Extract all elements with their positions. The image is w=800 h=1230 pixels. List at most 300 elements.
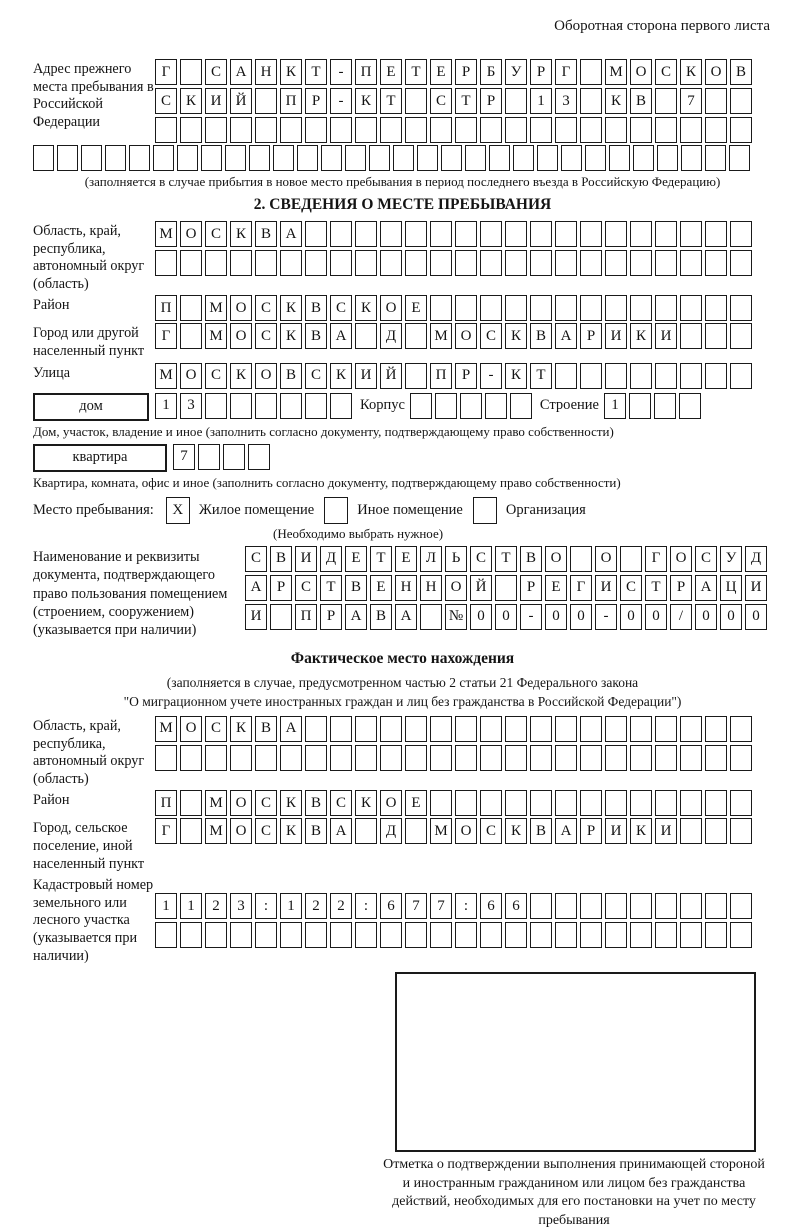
char-cell[interactable] — [155, 745, 177, 771]
char-cell[interactable] — [655, 716, 677, 742]
char-cell[interactable] — [655, 221, 677, 247]
char-cell[interactable]: А — [245, 575, 267, 601]
char-cell[interactable] — [705, 295, 727, 321]
char-cell[interactable] — [330, 922, 352, 948]
char-cell[interactable]: Р — [520, 575, 542, 601]
char-cell[interactable]: К — [505, 323, 527, 349]
char-cell[interactable]: Й — [380, 363, 402, 389]
char-cell[interactable]: У — [505, 59, 527, 85]
char-cell[interactable] — [505, 745, 527, 771]
char-cell[interactable]: В — [305, 323, 327, 349]
char-cell[interactable] — [380, 745, 402, 771]
char-cell[interactable]: - — [330, 59, 352, 85]
char-cell[interactable] — [513, 145, 534, 171]
char-cell[interactable] — [570, 546, 592, 572]
char-cell[interactable] — [729, 145, 750, 171]
char-cell[interactable] — [405, 818, 427, 844]
char-cell[interactable] — [205, 745, 227, 771]
char-cell[interactable]: Р — [455, 363, 477, 389]
char-cell[interactable]: С — [245, 546, 267, 572]
char-cell[interactable]: 1 — [155, 893, 177, 919]
char-cell[interactable] — [680, 790, 702, 816]
char-cell[interactable] — [455, 716, 477, 742]
char-cell[interactable] — [680, 893, 702, 919]
char-cell[interactable] — [530, 922, 552, 948]
char-cell[interactable]: 1 — [155, 393, 177, 419]
char-cell[interactable] — [330, 716, 352, 742]
char-cell[interactable] — [480, 922, 502, 948]
char-cell[interactable] — [405, 363, 427, 389]
char-cell[interactable]: И — [605, 323, 627, 349]
char-cell[interactable] — [530, 295, 552, 321]
char-cell[interactable] — [705, 716, 727, 742]
char-cell[interactable] — [730, 323, 752, 349]
char-cell[interactable]: К — [230, 221, 252, 247]
char-cell[interactable]: 6 — [505, 893, 527, 919]
char-cell[interactable]: В — [520, 546, 542, 572]
char-cell[interactable] — [505, 117, 527, 143]
char-cell[interactable]: 7 — [680, 88, 702, 114]
char-cell[interactable] — [255, 745, 277, 771]
char-cell[interactable]: Т — [405, 59, 427, 85]
char-cell[interactable] — [530, 790, 552, 816]
char-cell[interactable] — [380, 716, 402, 742]
checkbox-zhiloe[interactable]: X — [166, 497, 190, 524]
char-cell[interactable] — [405, 716, 427, 742]
char-cell[interactable]: К — [505, 363, 527, 389]
char-cell[interactable]: О — [705, 59, 727, 85]
char-cell[interactable] — [630, 117, 652, 143]
char-cell[interactable] — [530, 716, 552, 742]
char-cell[interactable]: К — [280, 323, 302, 349]
char-cell[interactable] — [225, 145, 246, 171]
char-cell[interactable] — [205, 117, 227, 143]
char-cell[interactable] — [455, 745, 477, 771]
char-cell[interactable] — [430, 250, 452, 276]
char-cell[interactable] — [605, 716, 627, 742]
char-cell[interactable] — [555, 363, 577, 389]
char-cell[interactable]: И — [745, 575, 767, 601]
char-cell[interactable]: Н — [255, 59, 277, 85]
char-cell[interactable]: Н — [395, 575, 417, 601]
char-cell[interactable] — [730, 818, 752, 844]
char-cell[interactable] — [180, 59, 202, 85]
char-cell[interactable]: О — [630, 59, 652, 85]
char-cell[interactable]: № — [445, 604, 467, 630]
char-cell[interactable]: О — [380, 790, 402, 816]
char-cell[interactable]: Т — [645, 575, 667, 601]
char-cell[interactable] — [480, 117, 502, 143]
char-cell[interactable] — [580, 893, 602, 919]
char-cell[interactable] — [680, 716, 702, 742]
char-cell[interactable] — [405, 221, 427, 247]
char-cell[interactable] — [223, 444, 245, 470]
char-cell[interactable]: А — [695, 575, 717, 601]
char-cell[interactable] — [305, 393, 327, 419]
char-cell[interactable]: И — [355, 363, 377, 389]
char-cell[interactable]: П — [280, 88, 302, 114]
char-cell[interactable]: К — [630, 323, 652, 349]
char-cell[interactable]: - — [595, 604, 617, 630]
char-cell[interactable] — [153, 145, 174, 171]
char-cell[interactable]: К — [355, 88, 377, 114]
char-cell[interactable]: И — [655, 323, 677, 349]
char-cell[interactable] — [505, 221, 527, 247]
char-cell[interactable] — [555, 295, 577, 321]
char-cell[interactable] — [485, 393, 507, 419]
char-cell[interactable] — [680, 295, 702, 321]
char-cell[interactable] — [489, 145, 510, 171]
char-cell[interactable]: И — [295, 546, 317, 572]
char-cell[interactable] — [255, 922, 277, 948]
char-cell[interactable] — [230, 250, 252, 276]
char-cell[interactable] — [280, 745, 302, 771]
char-cell[interactable] — [465, 145, 486, 171]
char-cell[interactable] — [530, 250, 552, 276]
char-cell[interactable] — [555, 716, 577, 742]
char-cell[interactable] — [321, 145, 342, 171]
char-cell[interactable] — [605, 922, 627, 948]
char-cell[interactable] — [435, 393, 457, 419]
char-cell[interactable] — [730, 88, 752, 114]
char-cell[interactable]: 2 — [205, 893, 227, 919]
char-cell[interactable]: П — [295, 604, 317, 630]
char-cell[interactable]: Р — [670, 575, 692, 601]
char-cell[interactable] — [355, 716, 377, 742]
char-cell[interactable]: М — [430, 818, 452, 844]
char-cell[interactable] — [198, 444, 220, 470]
char-cell[interactable]: Е — [545, 575, 567, 601]
char-cell[interactable] — [205, 393, 227, 419]
char-cell[interactable]: 0 — [495, 604, 517, 630]
char-cell[interactable] — [620, 546, 642, 572]
char-cell[interactable]: 0 — [620, 604, 642, 630]
char-cell[interactable]: К — [605, 88, 627, 114]
char-cell[interactable] — [530, 221, 552, 247]
char-cell[interactable]: Е — [380, 59, 402, 85]
char-cell[interactable] — [180, 323, 202, 349]
char-cell[interactable]: С — [205, 59, 227, 85]
char-cell[interactable] — [270, 604, 292, 630]
char-cell[interactable] — [530, 745, 552, 771]
char-cell[interactable] — [405, 922, 427, 948]
char-cell[interactable] — [655, 117, 677, 143]
char-cell[interactable] — [705, 88, 727, 114]
char-cell[interactable] — [129, 145, 150, 171]
char-cell[interactable] — [555, 790, 577, 816]
char-cell[interactable] — [430, 221, 452, 247]
char-cell[interactable]: В — [305, 295, 327, 321]
char-cell[interactable] — [705, 922, 727, 948]
char-cell[interactable] — [580, 117, 602, 143]
char-cell[interactable] — [730, 745, 752, 771]
char-cell[interactable] — [455, 790, 477, 816]
char-cell[interactable]: К — [280, 59, 302, 85]
char-cell[interactable]: С — [255, 323, 277, 349]
char-cell[interactable]: 6 — [480, 893, 502, 919]
char-cell[interactable] — [680, 250, 702, 276]
char-cell[interactable] — [280, 922, 302, 948]
char-cell[interactable] — [255, 393, 277, 419]
char-cell[interactable] — [580, 716, 602, 742]
char-cell[interactable] — [430, 716, 452, 742]
char-cell[interactable]: О — [670, 546, 692, 572]
char-cell[interactable] — [680, 922, 702, 948]
char-cell[interactable]: Т — [370, 546, 392, 572]
char-cell[interactable] — [630, 922, 652, 948]
char-cell[interactable]: В — [255, 221, 277, 247]
char-cell[interactable] — [705, 363, 727, 389]
kvartira-field[interactable]: квартира — [33, 444, 167, 472]
char-cell[interactable]: С — [695, 546, 717, 572]
char-cell[interactable] — [705, 818, 727, 844]
char-cell[interactable]: О — [230, 323, 252, 349]
char-cell[interactable] — [155, 117, 177, 143]
char-cell[interactable]: Б — [480, 59, 502, 85]
char-cell[interactable]: В — [370, 604, 392, 630]
char-cell[interactable]: С — [470, 546, 492, 572]
char-cell[interactable] — [430, 790, 452, 816]
char-cell[interactable]: Г — [155, 818, 177, 844]
char-cell[interactable]: Е — [405, 295, 427, 321]
char-cell[interactable]: Т — [380, 88, 402, 114]
char-cell[interactable] — [580, 221, 602, 247]
char-cell[interactable] — [417, 145, 438, 171]
char-cell[interactable] — [585, 145, 606, 171]
char-cell[interactable] — [580, 295, 602, 321]
char-cell[interactable] — [57, 145, 78, 171]
char-cell[interactable]: К — [355, 790, 377, 816]
char-cell[interactable]: П — [355, 59, 377, 85]
char-cell[interactable] — [430, 295, 452, 321]
char-cell[interactable] — [730, 117, 752, 143]
char-cell[interactable] — [480, 745, 502, 771]
char-cell[interactable] — [555, 221, 577, 247]
char-cell[interactable] — [410, 393, 432, 419]
char-cell[interactable] — [705, 893, 727, 919]
char-cell[interactable] — [495, 575, 517, 601]
char-cell[interactable]: С — [655, 59, 677, 85]
char-cell[interactable]: К — [630, 818, 652, 844]
char-cell[interactable] — [355, 250, 377, 276]
char-cell[interactable]: Т — [530, 363, 552, 389]
char-cell[interactable] — [230, 745, 252, 771]
char-cell[interactable]: С — [255, 295, 277, 321]
char-cell[interactable]: С — [255, 818, 277, 844]
char-cell[interactable] — [555, 745, 577, 771]
char-cell[interactable] — [405, 745, 427, 771]
char-cell[interactable] — [679, 393, 701, 419]
char-cell[interactable]: Т — [455, 88, 477, 114]
char-cell[interactable] — [630, 295, 652, 321]
char-cell[interactable] — [505, 922, 527, 948]
char-cell[interactable]: 6 — [380, 893, 402, 919]
char-cell[interactable]: : — [455, 893, 477, 919]
char-cell[interactable]: 3 — [180, 393, 202, 419]
char-cell[interactable] — [505, 295, 527, 321]
char-cell[interactable] — [480, 250, 502, 276]
char-cell[interactable]: О — [180, 221, 202, 247]
char-cell[interactable]: Р — [480, 88, 502, 114]
char-cell[interactable]: К — [330, 363, 352, 389]
char-cell[interactable] — [555, 922, 577, 948]
char-cell[interactable] — [630, 250, 652, 276]
char-cell[interactable]: А — [395, 604, 417, 630]
char-cell[interactable]: В — [305, 818, 327, 844]
char-cell[interactable] — [580, 59, 602, 85]
char-cell[interactable] — [580, 363, 602, 389]
char-cell[interactable]: С — [205, 716, 227, 742]
char-cell[interactable] — [430, 117, 452, 143]
char-cell[interactable]: - — [330, 88, 352, 114]
char-cell[interactable] — [630, 745, 652, 771]
char-cell[interactable] — [680, 221, 702, 247]
char-cell[interactable]: Р — [320, 604, 342, 630]
char-cell[interactable]: М — [155, 716, 177, 742]
char-cell[interactable]: С — [480, 323, 502, 349]
char-cell[interactable]: Г — [570, 575, 592, 601]
char-cell[interactable] — [630, 716, 652, 742]
char-cell[interactable] — [305, 716, 327, 742]
char-cell[interactable] — [505, 250, 527, 276]
char-cell[interactable] — [580, 790, 602, 816]
char-cell[interactable] — [305, 117, 327, 143]
char-cell[interactable]: Г — [555, 59, 577, 85]
char-cell[interactable]: - — [480, 363, 502, 389]
char-cell[interactable] — [180, 790, 202, 816]
char-cell[interactable] — [630, 893, 652, 919]
char-cell[interactable] — [655, 893, 677, 919]
char-cell[interactable] — [609, 145, 630, 171]
char-cell[interactable] — [655, 88, 677, 114]
char-cell[interactable] — [505, 790, 527, 816]
char-cell[interactable] — [255, 88, 277, 114]
char-cell[interactable]: С — [620, 575, 642, 601]
char-cell[interactable] — [355, 745, 377, 771]
char-cell[interactable] — [155, 250, 177, 276]
char-cell[interactable] — [705, 323, 727, 349]
char-cell[interactable]: Ц — [720, 575, 742, 601]
char-cell[interactable]: К — [280, 818, 302, 844]
char-cell[interactable]: Е — [405, 790, 427, 816]
char-cell[interactable]: Е — [430, 59, 452, 85]
char-cell[interactable] — [605, 893, 627, 919]
char-cell[interactable] — [255, 250, 277, 276]
char-cell[interactable]: К — [230, 716, 252, 742]
char-cell[interactable]: К — [230, 363, 252, 389]
char-cell[interactable]: О — [455, 818, 477, 844]
char-cell[interactable]: О — [180, 363, 202, 389]
char-cell[interactable] — [330, 745, 352, 771]
char-cell[interactable] — [530, 893, 552, 919]
char-cell[interactable] — [330, 250, 352, 276]
char-cell[interactable] — [730, 790, 752, 816]
char-cell[interactable]: П — [155, 295, 177, 321]
char-cell[interactable]: Г — [155, 323, 177, 349]
char-cell[interactable] — [297, 145, 318, 171]
char-cell[interactable]: 0 — [745, 604, 767, 630]
char-cell[interactable]: Р — [270, 575, 292, 601]
char-cell[interactable] — [530, 117, 552, 143]
char-cell[interactable]: С — [430, 88, 452, 114]
char-cell[interactable] — [705, 117, 727, 143]
char-cell[interactable] — [105, 145, 126, 171]
char-cell[interactable]: С — [305, 363, 327, 389]
char-cell[interactable]: И — [605, 818, 627, 844]
char-cell[interactable] — [680, 818, 702, 844]
char-cell[interactable] — [705, 250, 727, 276]
char-cell[interactable]: О — [545, 546, 567, 572]
char-cell[interactable]: О — [595, 546, 617, 572]
char-cell[interactable]: А — [330, 323, 352, 349]
char-cell[interactable] — [355, 221, 377, 247]
char-cell[interactable] — [180, 922, 202, 948]
char-cell[interactable]: А — [330, 818, 352, 844]
char-cell[interactable] — [705, 790, 727, 816]
char-cell[interactable] — [605, 363, 627, 389]
char-cell[interactable]: 1 — [180, 893, 202, 919]
char-cell[interactable] — [248, 444, 270, 470]
char-cell[interactable] — [460, 393, 482, 419]
char-cell[interactable]: Т — [305, 59, 327, 85]
char-cell[interactable]: М — [605, 59, 627, 85]
char-cell[interactable]: Р — [530, 59, 552, 85]
char-cell[interactable]: К — [680, 59, 702, 85]
char-cell[interactable] — [420, 604, 442, 630]
char-cell[interactable] — [205, 922, 227, 948]
char-cell[interactable]: С — [295, 575, 317, 601]
char-cell[interactable] — [655, 922, 677, 948]
char-cell[interactable]: О — [230, 295, 252, 321]
char-cell[interactable] — [480, 716, 502, 742]
char-cell[interactable]: В — [530, 818, 552, 844]
char-cell[interactable] — [280, 250, 302, 276]
char-cell[interactable] — [230, 922, 252, 948]
char-cell[interactable] — [380, 117, 402, 143]
char-cell[interactable] — [230, 393, 252, 419]
char-cell[interactable] — [380, 221, 402, 247]
char-cell[interactable] — [405, 88, 427, 114]
char-cell[interactable] — [180, 117, 202, 143]
char-cell[interactable]: А — [230, 59, 252, 85]
char-cell[interactable] — [330, 221, 352, 247]
char-cell[interactable]: С — [205, 363, 227, 389]
char-cell[interactable] — [555, 117, 577, 143]
char-cell[interactable]: Р — [580, 323, 602, 349]
char-cell[interactable]: Н — [420, 575, 442, 601]
char-cell[interactable] — [655, 745, 677, 771]
char-cell[interactable] — [355, 117, 377, 143]
char-cell[interactable] — [633, 145, 654, 171]
char-cell[interactable]: О — [380, 295, 402, 321]
char-cell[interactable] — [705, 221, 727, 247]
char-cell[interactable]: А — [280, 221, 302, 247]
char-cell[interactable] — [605, 221, 627, 247]
char-cell[interactable] — [305, 922, 327, 948]
char-cell[interactable]: О — [180, 716, 202, 742]
char-cell[interactable] — [369, 145, 390, 171]
char-cell[interactable] — [730, 250, 752, 276]
char-cell[interactable]: С — [330, 295, 352, 321]
char-cell[interactable]: 3 — [555, 88, 577, 114]
char-cell[interactable]: И — [655, 818, 677, 844]
char-cell[interactable]: 1 — [280, 893, 302, 919]
char-cell[interactable] — [555, 893, 577, 919]
char-cell[interactable]: Р — [580, 818, 602, 844]
char-cell[interactable]: В — [255, 716, 277, 742]
char-cell[interactable] — [330, 117, 352, 143]
char-cell[interactable] — [505, 716, 527, 742]
